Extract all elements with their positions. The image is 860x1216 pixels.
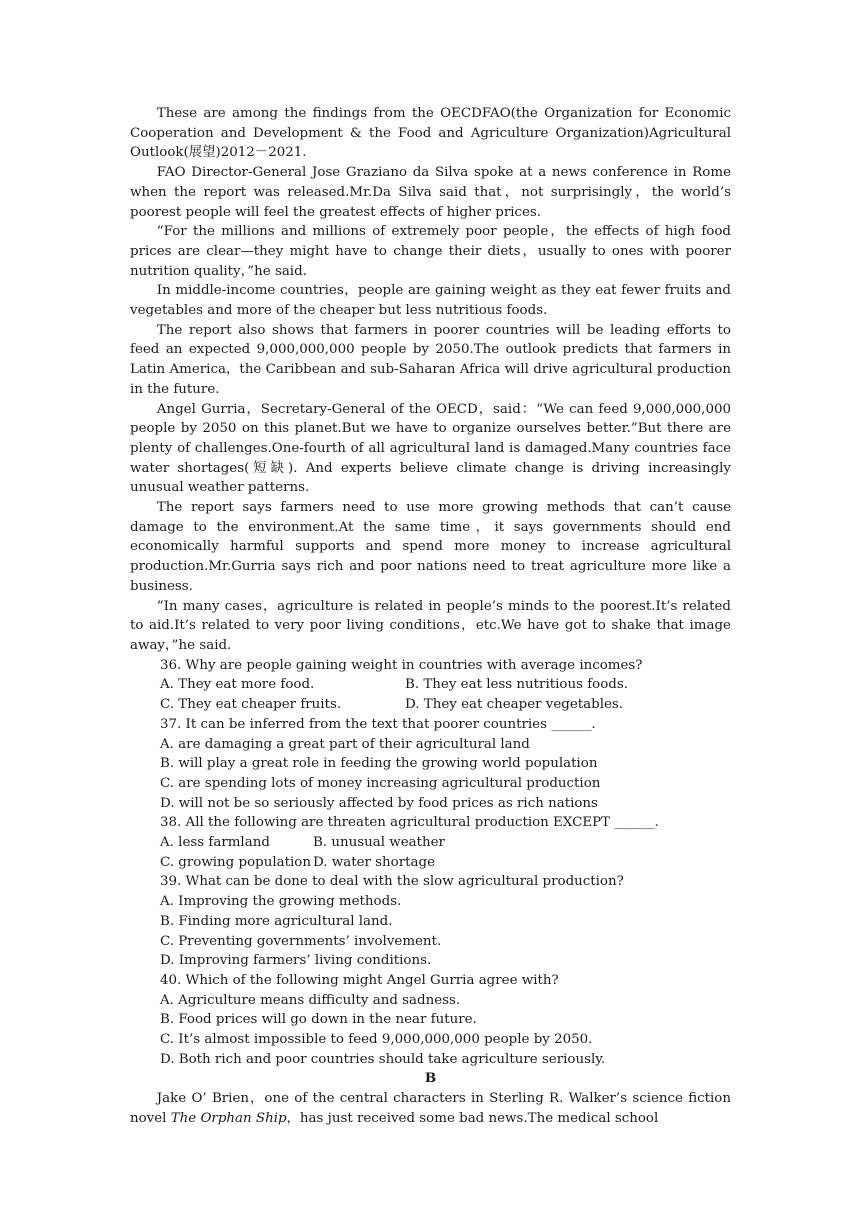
option-38-a: A. less farmland — [160, 835, 270, 851]
question-38-options-row2 — [130, 853, 731, 873]
paragraph-report-farmers: The report also shows that farmers in poorer countries will be leading efforts to feed an expected 9,000,000,000 people by 2050.The outlook predicts that farmers in Latin America，the Caribbean and sub-Saharan Africa will drive agricultural production in the future. — [130, 322, 731, 397]
option-39-d: D. Improving farmers’ living conditions. — [160, 953, 432, 969]
question-37-stem: 37. It can be inferred from the text that poorer countries ______. — [160, 716, 596, 732]
option-39-b: B. Finding more agricultural land. — [160, 913, 393, 929]
paragraph-gurria: Angel Gurria，Secretary-General of the OECD，said：“We can feed 9,000,000,000 people by 2050 on this planet.But we have to organize ourselves better.”But there are plenty of challenges.One-fourth of all agricultural land is damaged.Many countries face water shortages(短缺). And experts believe climate change is driving increasingly unusual weather patterns. — [130, 401, 731, 496]
option-40-c: C. It’s almost impossible to feed 9,000,000,000 people by 2050. — [160, 1032, 593, 1048]
paragraph-quote-aid: “In many cases，agriculture is related in people’s minds to the poorest.It’s related to aid.It’s related to very poor living conditions，etc.We have got to shake that image away，”he said. — [130, 598, 731, 653]
document-page — [130, 104, 731, 1129]
option-40-d: D. Both rich and poor countries should take agriculture seriously. — [160, 1051, 606, 1067]
question-38-stem: 38. All the following are threaten agricultural production EXCEPT ______. — [160, 815, 659, 831]
question-38-options-row1 — [130, 833, 731, 853]
question-39-stem: 39. What can be done to deal with the slow agricultural production? — [160, 874, 624, 890]
option-39-a: A. Improving the growing methods. — [160, 894, 402, 910]
paragraph-findings: These are among the findings from the OECDFAO(the Organization for Economic Cooperation and Development & the Food and Agriculture Organization)Agricultural Outlook(展望)2012－2021. — [130, 106, 731, 161]
option-37-a: A. are damaging a great part of their agricultural land — [160, 736, 530, 752]
option-40-a: A. Agriculture means difficulty and sadness. — [160, 992, 461, 1008]
paragraph-growing-methods: The report says farmers need to use more growing methods that can’t cause damage to the environment.At the same time，it says governments should end economically harmful supports and spend more money to increase agricultural production.Mr.Gurria says rich and poor nations need to treat agriculture more like a business. — [130, 500, 731, 594]
option-37-d: D. will not be so seriously affected by food prices as rich nations — [160, 795, 598, 811]
paragraph-quote-poor: “For the millions and millions of extremely poor people，the effects of high food prices are clear—they might have to change their diets，usually to ones with poorer nutrition quality，”he said. — [130, 224, 731, 279]
option-36-b: B. They eat less nutritious foods. — [405, 677, 628, 693]
option-38-d: D. water shortage — [313, 854, 435, 870]
option-37-b: B. will play a great role in feeding the growing world population — [160, 756, 598, 772]
option-40-b: B. Food prices will go down in the near future. — [160, 1012, 477, 1028]
question-36-options-row1 — [130, 675, 731, 695]
option-38-b: B. unusual weather — [313, 835, 445, 851]
option-38-c: C. growing population — [160, 854, 311, 870]
option-39-c: C. Preventing governments’ involvement. — [160, 933, 442, 949]
book-title: The Orphan Ship — [170, 1110, 287, 1126]
paragraph-da-silva: FAO Director-General Jose Graziano da Silva spoke at a news conference in Rome when the report was released.Mr.Da Silva said that，not surprisingly，the world’s poorest people will feel the greatest effects of higher prices. — [130, 165, 731, 220]
section-b-heading: B — [424, 1070, 437, 1087]
option-36-c: C. They eat cheaper fruits. — [160, 697, 342, 713]
section-b-paragraph — [130, 1089, 731, 1128]
paragraph-middle-income: In middle-income countries，people are gaining weight as they eat fewer fruits and vegetables and more of the cheaper but less nutritious foods. — [130, 283, 731, 319]
question-36-options-row2 — [130, 695, 731, 715]
option-36-a: A. They eat more food. — [160, 677, 315, 693]
option-37-c: C. are spending lots of money increasing agricultural production — [160, 775, 601, 791]
option-36-d: D. They eat cheaper vegetables. — [405, 697, 624, 713]
section-b-text-before: Jake O’ Brien，one of the central characters in Sterling R. Walker’s science fiction novel — [130, 1091, 731, 1126]
section-b-text-after: ，has just received some bad news.The medical school — [286, 1110, 659, 1126]
question-36-stem: 36. Why are people gaining weight in countries with average incomes? — [160, 657, 643, 673]
question-40-stem: 40. Which of the following might Angel Gurria agree with? — [160, 972, 559, 988]
